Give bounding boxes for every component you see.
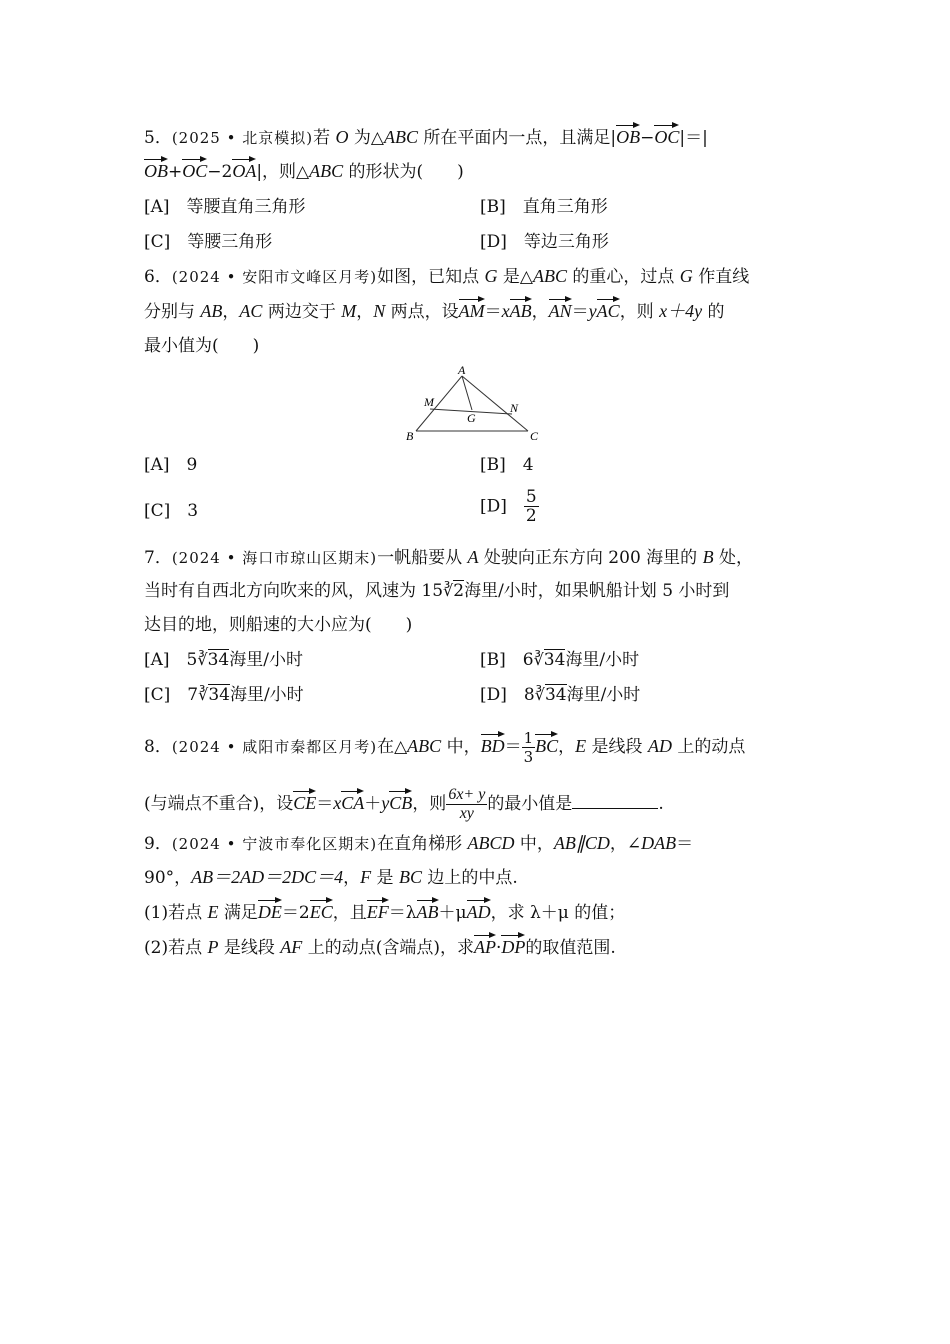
q7-number: 7． bbox=[144, 548, 172, 568]
vector-dp: DP bbox=[501, 937, 526, 957]
vector-an: AN bbox=[548, 301, 572, 321]
q6-source: (2024 • 安阳市文峰区月考) bbox=[171, 268, 378, 286]
vector-oa: OA bbox=[232, 161, 257, 181]
q9-line1: 9．(2024 • 宁波市奉化区期末)在直角梯形 ABCD 中，AB∥CD，∠DAB＝ bbox=[144, 833, 694, 854]
vector-ec: EC bbox=[309, 902, 333, 922]
q6-line3: 最小值为( ) bbox=[144, 336, 260, 356]
answer-blank[interactable] bbox=[572, 794, 658, 809]
q5-line1: 5．(2025 • 北京模拟)若 O 为△ABC 所在平面内一点，且满足|OB−OC|＝| bbox=[144, 127, 708, 148]
q9-source: (2024 • 宁波市奉化区期末) bbox=[171, 835, 378, 853]
q7-line2: 当时有自西北方向吹来的风，风速为 15∛2海里/小时，如果帆船计划 5 小时到 bbox=[144, 581, 730, 601]
q7-option-b[interactable]: [B] 6∛34海里/小时 bbox=[480, 650, 640, 670]
label-c: C bbox=[530, 429, 539, 443]
q5-source: (2025 • 北京模拟) bbox=[171, 129, 314, 147]
q8-source: (2024 • 咸阳市秦都区月考) bbox=[171, 738, 378, 756]
q9-line2: 90°，AB＝2AD＝2DC＝4，F 是 BC 边上的中点. bbox=[144, 867, 518, 888]
side-ab bbox=[416, 376, 462, 431]
vector-ob: OB bbox=[144, 161, 168, 181]
q5-option-d[interactable]: [D] 等边三角形 bbox=[480, 232, 609, 252]
q7-source: (2024 • 海口市琼山区期末) bbox=[171, 549, 378, 567]
median-ag bbox=[462, 376, 472, 410]
root-sign: ∛ bbox=[443, 581, 454, 600]
vector-ca: CA bbox=[341, 793, 365, 813]
label-a: A bbox=[458, 364, 466, 377]
q5-option-b[interactable]: [B] 直角三角形 bbox=[480, 197, 608, 217]
q5-number: 5． bbox=[144, 128, 172, 148]
vector-de: DE bbox=[257, 902, 282, 922]
q6-line2: 分别与 AB，AC 两边交于 M，N 两点，设AM＝xAB，AN＝yAC，则 x＋4y 的 bbox=[144, 301, 725, 322]
vector-cb: CB bbox=[389, 793, 413, 813]
q6-option-c[interactable]: [C] 3 bbox=[144, 501, 199, 521]
q6-line1: 6．(2024 • 安阳市文峰区月考)如图，已知点 G 是△ABC 的重心，过点 G 作直线 bbox=[144, 266, 750, 287]
q7-option-c[interactable]: [C] 7∛34海里/小时 bbox=[144, 685, 304, 705]
q8-number: 8． bbox=[144, 737, 172, 757]
q7-line1: 7．(2024 • 海口市琼山区期末)一帆船要从 A 处驶向正东方向 200 海里的 B 处， bbox=[144, 547, 753, 568]
q5-option-a[interactable]: [A] 等腰直角三角形 bbox=[144, 197, 306, 217]
vector-ce: CE bbox=[293, 793, 317, 813]
q5-option-c[interactable]: [C] 等腰三角形 bbox=[144, 232, 273, 252]
label-n: N bbox=[510, 401, 519, 415]
q9-part2: (2)若点 P 是线段 AF 上的动点(含端点)，求AP·DP的取值范围. bbox=[144, 937, 616, 958]
q6-option-a[interactable]: [A] 9 bbox=[144, 455, 198, 475]
vector-ob: OB bbox=[616, 127, 641, 147]
q6-number: 6． bbox=[144, 267, 172, 287]
q7-line3: 达目的地，则船速的大小应为( ) bbox=[144, 615, 413, 635]
label-b: B bbox=[406, 429, 414, 443]
q8-line2: (与端点不重合)，设CE＝xCA＋yCB，则 $\frac{6x+ y}{xy}$ 的最小值是 . bbox=[144, 786, 664, 822]
label-g: G bbox=[467, 411, 476, 425]
q8-line1: 8．(2024 • 咸阳市秦都区月考)在△ABC 中，BD＝ $\frac{1}{3}$ BC，E 是线段 AD 上的动点 bbox=[144, 729, 746, 766]
vector-am: AM bbox=[458, 301, 485, 321]
q5-line2: OB+OC−2OA|，则△ABC 的形状为( ) bbox=[144, 161, 464, 182]
vector-ab: AB bbox=[416, 902, 439, 922]
vector-oc: OC bbox=[654, 127, 680, 147]
triangle-figure bbox=[400, 364, 550, 444]
q9-number: 9． bbox=[144, 834, 172, 854]
vector-ab: AB bbox=[509, 301, 532, 321]
q9-part1: (1)若点 E 满足DE＝2EC，且EF＝λAB＋μAD，求 λ＋μ 的值； bbox=[144, 902, 626, 923]
label-m: M bbox=[424, 395, 434, 409]
vector-ap: AP bbox=[473, 937, 496, 957]
vector-ad: AD bbox=[466, 902, 491, 922]
vector-ac: AC bbox=[596, 301, 620, 321]
vector-bc: BC bbox=[535, 736, 559, 756]
q6-option-d[interactable]: [D] $\frac{5}{2}$ bbox=[480, 487, 537, 526]
vector-bd: BD bbox=[480, 736, 505, 756]
q7-option-a[interactable]: [A] 5∛34海里/小时 bbox=[144, 650, 303, 670]
q6-option-b[interactable]: [B] 4 bbox=[480, 455, 534, 475]
q7-option-d[interactable]: [D] 8∛34海里/小时 bbox=[480, 685, 641, 705]
vector-oc: OC bbox=[182, 161, 208, 181]
vector-ef: EF bbox=[366, 902, 389, 922]
